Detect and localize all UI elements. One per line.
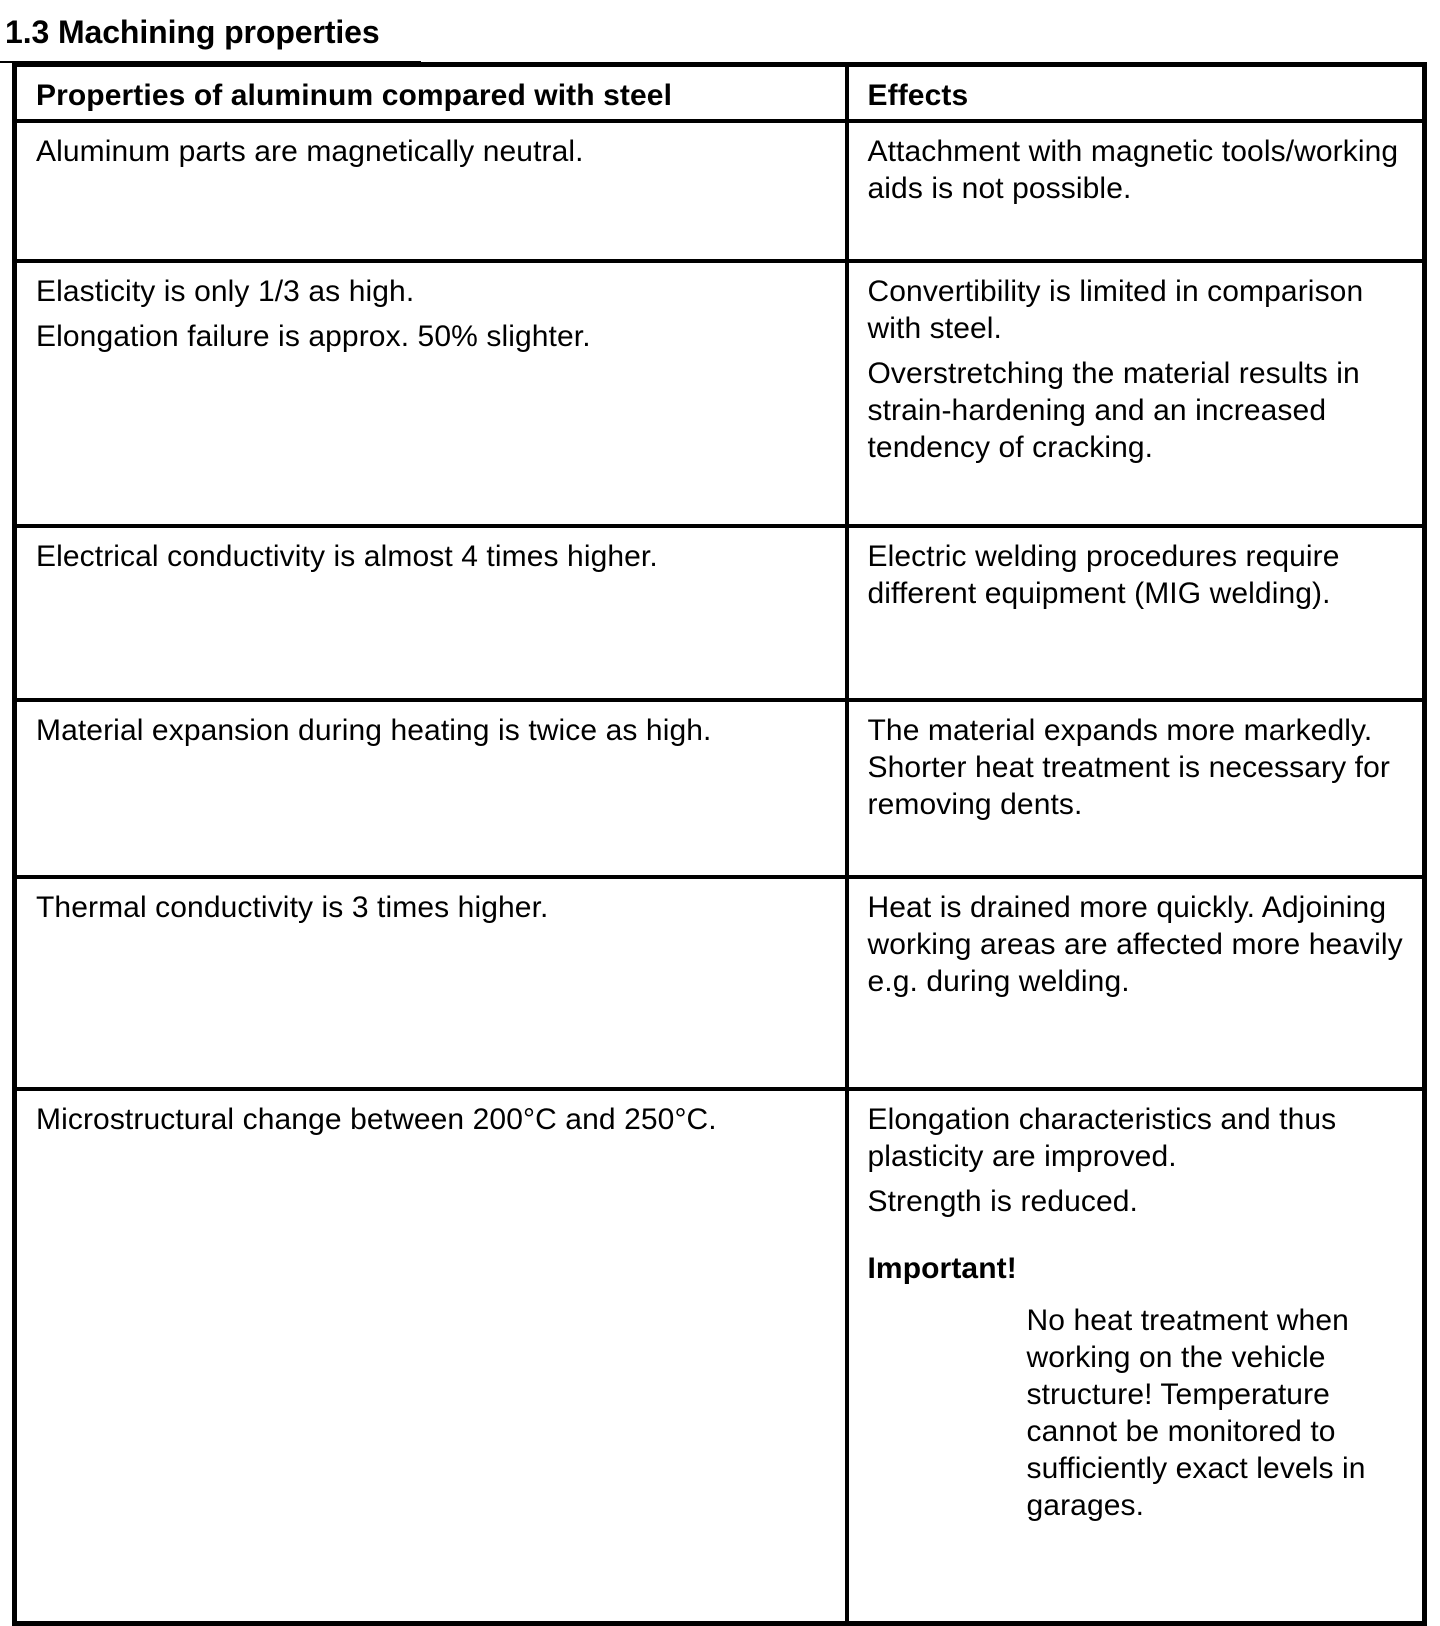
property-cell [15, 121, 847, 261]
header-property: Properties of aluminum compared with steel [15, 65, 847, 122]
important-label: Important! [867, 1252, 1017, 1285]
effect-text: Elongation characteristics and thus plasticity are improved. [867, 1103, 1337, 1173]
table-row [15, 526, 1425, 700]
effect-text: Overstretching the material results in strain-hardening and an increased tendency of cracking. [867, 357, 1360, 464]
effect-text: Strength is reduced. [867, 1185, 1138, 1218]
table-row [15, 121, 1425, 261]
property-text: Elongation failure is approx. 50% slighter. [36, 320, 591, 353]
table-row [15, 261, 1425, 526]
effect-cell [847, 261, 1425, 526]
effect-text: Heat is drained more quickly. Adjoining working areas are affected more heavily e.g. during welding. [867, 891, 1403, 998]
effect-cell [847, 877, 1425, 1089]
effect-text: Convertibility is limited in comparison with steel. [867, 275, 1364, 345]
section-title: 1.3 Machining properties [5, 14, 380, 50]
table-row [15, 700, 1425, 877]
effect-cell [847, 700, 1425, 877]
effect-text: Electric welding procedures require different equipment (MIG welding). [867, 540, 1340, 610]
important-note: No heat treatment when working on the vehicle structure! Temperature cannot be monitored to sufficiently exact levels in garages. [1026, 1304, 1366, 1522]
machining-properties-table [12, 62, 1427, 1626]
table-header-row [15, 65, 1425, 122]
effect-cell [847, 1089, 1425, 1624]
effect-cell [847, 121, 1425, 261]
property-text: Thermal conductivity is 3 times higher. [36, 891, 549, 924]
property-text: Electrical conductivity is almost 4 times higher. [36, 540, 658, 573]
effect-text: The material expands more markedly. Shorter heat treatment is necessary for removing dents. [867, 714, 1390, 821]
property-text: Material expansion during heating is twice as high. [36, 714, 712, 747]
table-row [15, 877, 1425, 1089]
property-cell [15, 526, 847, 700]
property-cell [15, 700, 847, 877]
property-cell [15, 1089, 847, 1624]
effect-cell [847, 526, 1425, 700]
header-effects: Effects [847, 65, 1425, 122]
table-row [15, 1089, 1425, 1624]
property-text: Elasticity is only 1/3 as high. [36, 275, 415, 308]
property-text: Aluminum parts are magnetically neutral. [36, 135, 584, 168]
property-cell [15, 877, 847, 1089]
property-text: Microstructural change between 200°C and 250°C. [36, 1103, 717, 1136]
property-cell [15, 261, 847, 526]
effect-text: Attachment with magnetic tools/working aids is not possible. [867, 135, 1399, 205]
